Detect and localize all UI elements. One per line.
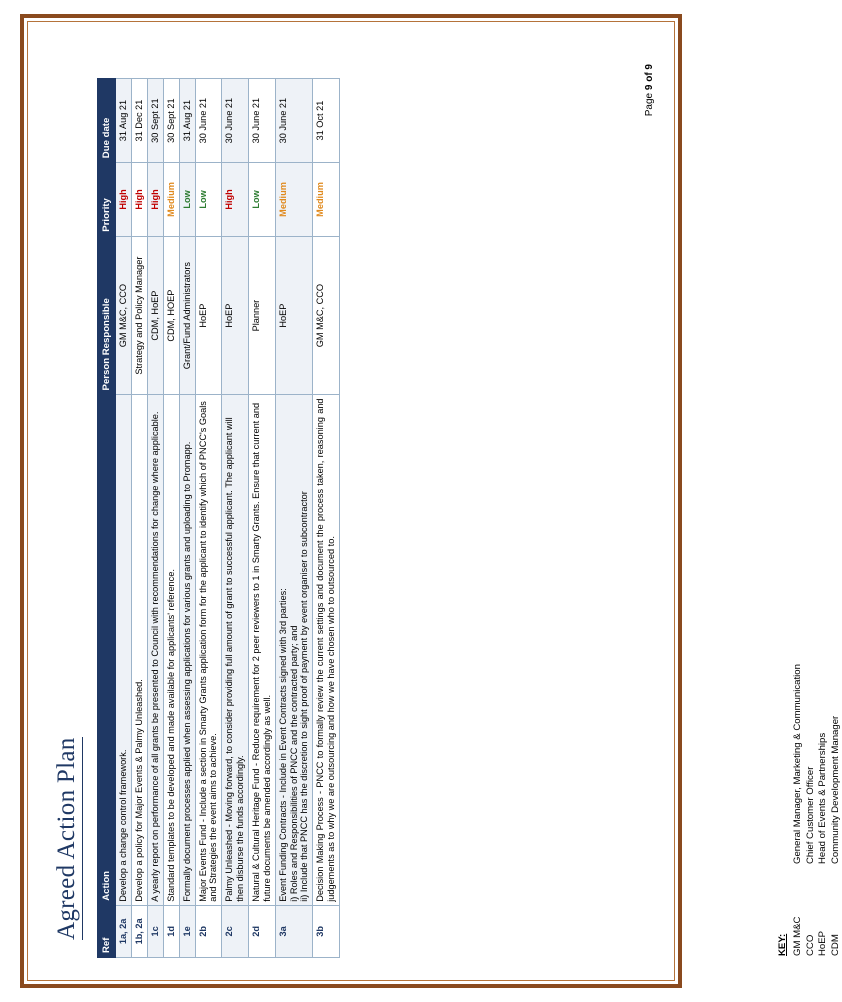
- cell-priority: High: [132, 163, 148, 237]
- cell-action: A yearly report on performance of all grants be presented to Council with recommendations for change where applicable.: [148, 395, 164, 905]
- table-header-row: [98, 79, 116, 958]
- key-abbreviation: HoEP: [817, 930, 828, 956]
- cell-due-date: 31 Aug 21: [179, 79, 195, 163]
- table-row: [163, 79, 179, 958]
- page-border: [20, 14, 841, 988]
- cell-action: Formally document processes applied when assessing applications for various grants and uploading to Promapp.: [179, 395, 195, 905]
- table-row: [179, 79, 195, 958]
- cell-priority: Medium: [163, 163, 179, 237]
- cell-action-line: Event Funding Contracts - Include in Event Contracts signed with 3rd parties:: [277, 588, 288, 902]
- key-abbreviation: GM M&C: [792, 916, 803, 956]
- cell-action-line: i) Roles and Responsibilities of PNCC and the contracted party; and: [288, 625, 299, 902]
- table-row: [249, 79, 276, 958]
- table-row: [116, 79, 132, 958]
- table-row: [275, 79, 313, 958]
- page-title: [53, 737, 83, 940]
- key-title: KEY:: [777, 933, 788, 956]
- cell-priority: High: [222, 163, 249, 237]
- cell-person: HoEP: [222, 236, 249, 395]
- cell-priority: Medium: [275, 163, 313, 237]
- cell-priority: Low: [179, 163, 195, 237]
- page-footer-prefix: Page: [644, 90, 655, 117]
- landscape-canvas: [35, 30, 841, 980]
- cell-priority: High: [116, 163, 132, 237]
- cell-due-date: 31 Dec 21: [132, 79, 148, 163]
- table-row: [148, 79, 164, 958]
- key-abbreviation: CCO: [804, 934, 816, 956]
- cell-due-date: 30 June 21: [275, 79, 313, 163]
- page-footer-value: 9 of 9: [644, 64, 655, 91]
- cell-priority: Medium: [313, 163, 340, 237]
- column-header-person-responsible: Person Responsible: [98, 236, 116, 395]
- cell-due-date: 31 Oct 21: [313, 79, 340, 163]
- cell-action: Develop a policy for Major Events & Palmy Unleashed.: [132, 395, 148, 905]
- cell-ref: 3b: [313, 905, 340, 957]
- cell-person: Grant/Fund Administrators: [179, 236, 195, 395]
- cell-ref: 1a, 2a: [116, 905, 132, 957]
- cell-action: Natural & Cultural Heritage Fund - Reduce requirement for 2 peer reviewers to 1 in Smarty Grants. Ensure that current and future documents be amended accordingly as well.: [249, 395, 276, 905]
- key-description: Community Development Manager: [829, 715, 841, 864]
- cell-due-date: 30 June 21: [195, 79, 222, 163]
- key-entry: [830, 664, 841, 956]
- cell-priority: Low: [195, 163, 222, 237]
- table-row: [132, 79, 148, 958]
- page-footer-number: [644, 64, 655, 116]
- page-content-area: [24, 18, 841, 992]
- cell-due-date: 31 Aug 21: [116, 79, 132, 163]
- key-legend: [777, 664, 842, 956]
- page-title-text: Agreed Action Plan: [53, 737, 80, 940]
- cell-ref: 2c: [222, 905, 249, 957]
- cell-due-date: 30 June 21: [249, 79, 276, 163]
- key-abbreviation: CDM: [829, 934, 841, 956]
- page-title-underline: [82, 737, 83, 940]
- key-entry: [817, 664, 828, 956]
- cell-action: Standard templates to be developed and made available for applicants' reference.: [163, 395, 179, 905]
- agreed-action-plan-table: [97, 78, 340, 958]
- cell-action: Palmy Unleashed - Moving forward, to consider providing full amount of grant to successful applicant. The applicant will then disburse the funds accordingly.: [222, 395, 249, 905]
- key-description: Chief Customer Officer: [804, 766, 816, 864]
- cell-ref: 1b, 2a: [132, 905, 148, 957]
- table-body: [116, 79, 340, 958]
- cell-priority: High: [148, 163, 164, 237]
- table-row: [313, 79, 340, 958]
- cell-ref: 1e: [179, 905, 195, 957]
- key-entry: [805, 664, 816, 956]
- cell-person: GM M&C, CCO: [313, 236, 340, 395]
- cell-action: Develop a change control framework.: [116, 395, 132, 905]
- cell-person: HoEP: [195, 236, 222, 395]
- key-entry: [792, 664, 803, 956]
- cell-due-date: 30 June 21: [222, 79, 249, 163]
- cell-due-date: 30 Sept 21: [163, 79, 179, 163]
- table-row: [195, 79, 222, 958]
- key-description: Head of Events & Partnerships: [817, 732, 828, 864]
- cell-ref: 2d: [249, 905, 276, 957]
- cell-person: HoEP: [275, 236, 313, 395]
- key-description: General Manager, Marketing & Communication: [792, 664, 803, 864]
- cell-due-date: 30 Sept 21: [148, 79, 164, 163]
- cell-priority: Low: [249, 163, 276, 237]
- column-header-ref: Ref: [98, 905, 116, 957]
- cell-person: CDM, HOEP: [163, 236, 179, 395]
- column-header-priority: Priority: [98, 163, 116, 237]
- column-header-due-date: Due date: [98, 79, 116, 163]
- cell-person: CDM, HoEP: [148, 236, 164, 395]
- column-header-action: Action: [98, 395, 116, 905]
- cell-action: [275, 395, 313, 905]
- cell-ref: 2b: [195, 905, 222, 957]
- cell-ref: 1d: [163, 905, 179, 957]
- cell-action: Major Events Fund - Include a section in Smarty Grants application form for the applicant to identify which of PNCC's Goals and Strategies the event aims to achieve.: [195, 395, 222, 905]
- cell-action-line: ii) Include that PNCC has the discretion to sight proof of payment by event organiser to subcontractor: [299, 491, 310, 902]
- cell-person: Planner: [249, 236, 276, 395]
- cell-ref: 1c: [148, 905, 164, 957]
- cell-action: Decision Making Process - PNCC to formally review the current settings and document the process taken, reasoning and judgements as to why we are outsourcing and how we have chosen who to outsourced to.: [313, 395, 340, 905]
- table-row: [222, 79, 249, 958]
- cell-person: Strategy and Policy Manager: [132, 236, 148, 395]
- cell-ref: 3a: [275, 905, 313, 957]
- cell-person: GM M&C, CCO: [116, 236, 132, 395]
